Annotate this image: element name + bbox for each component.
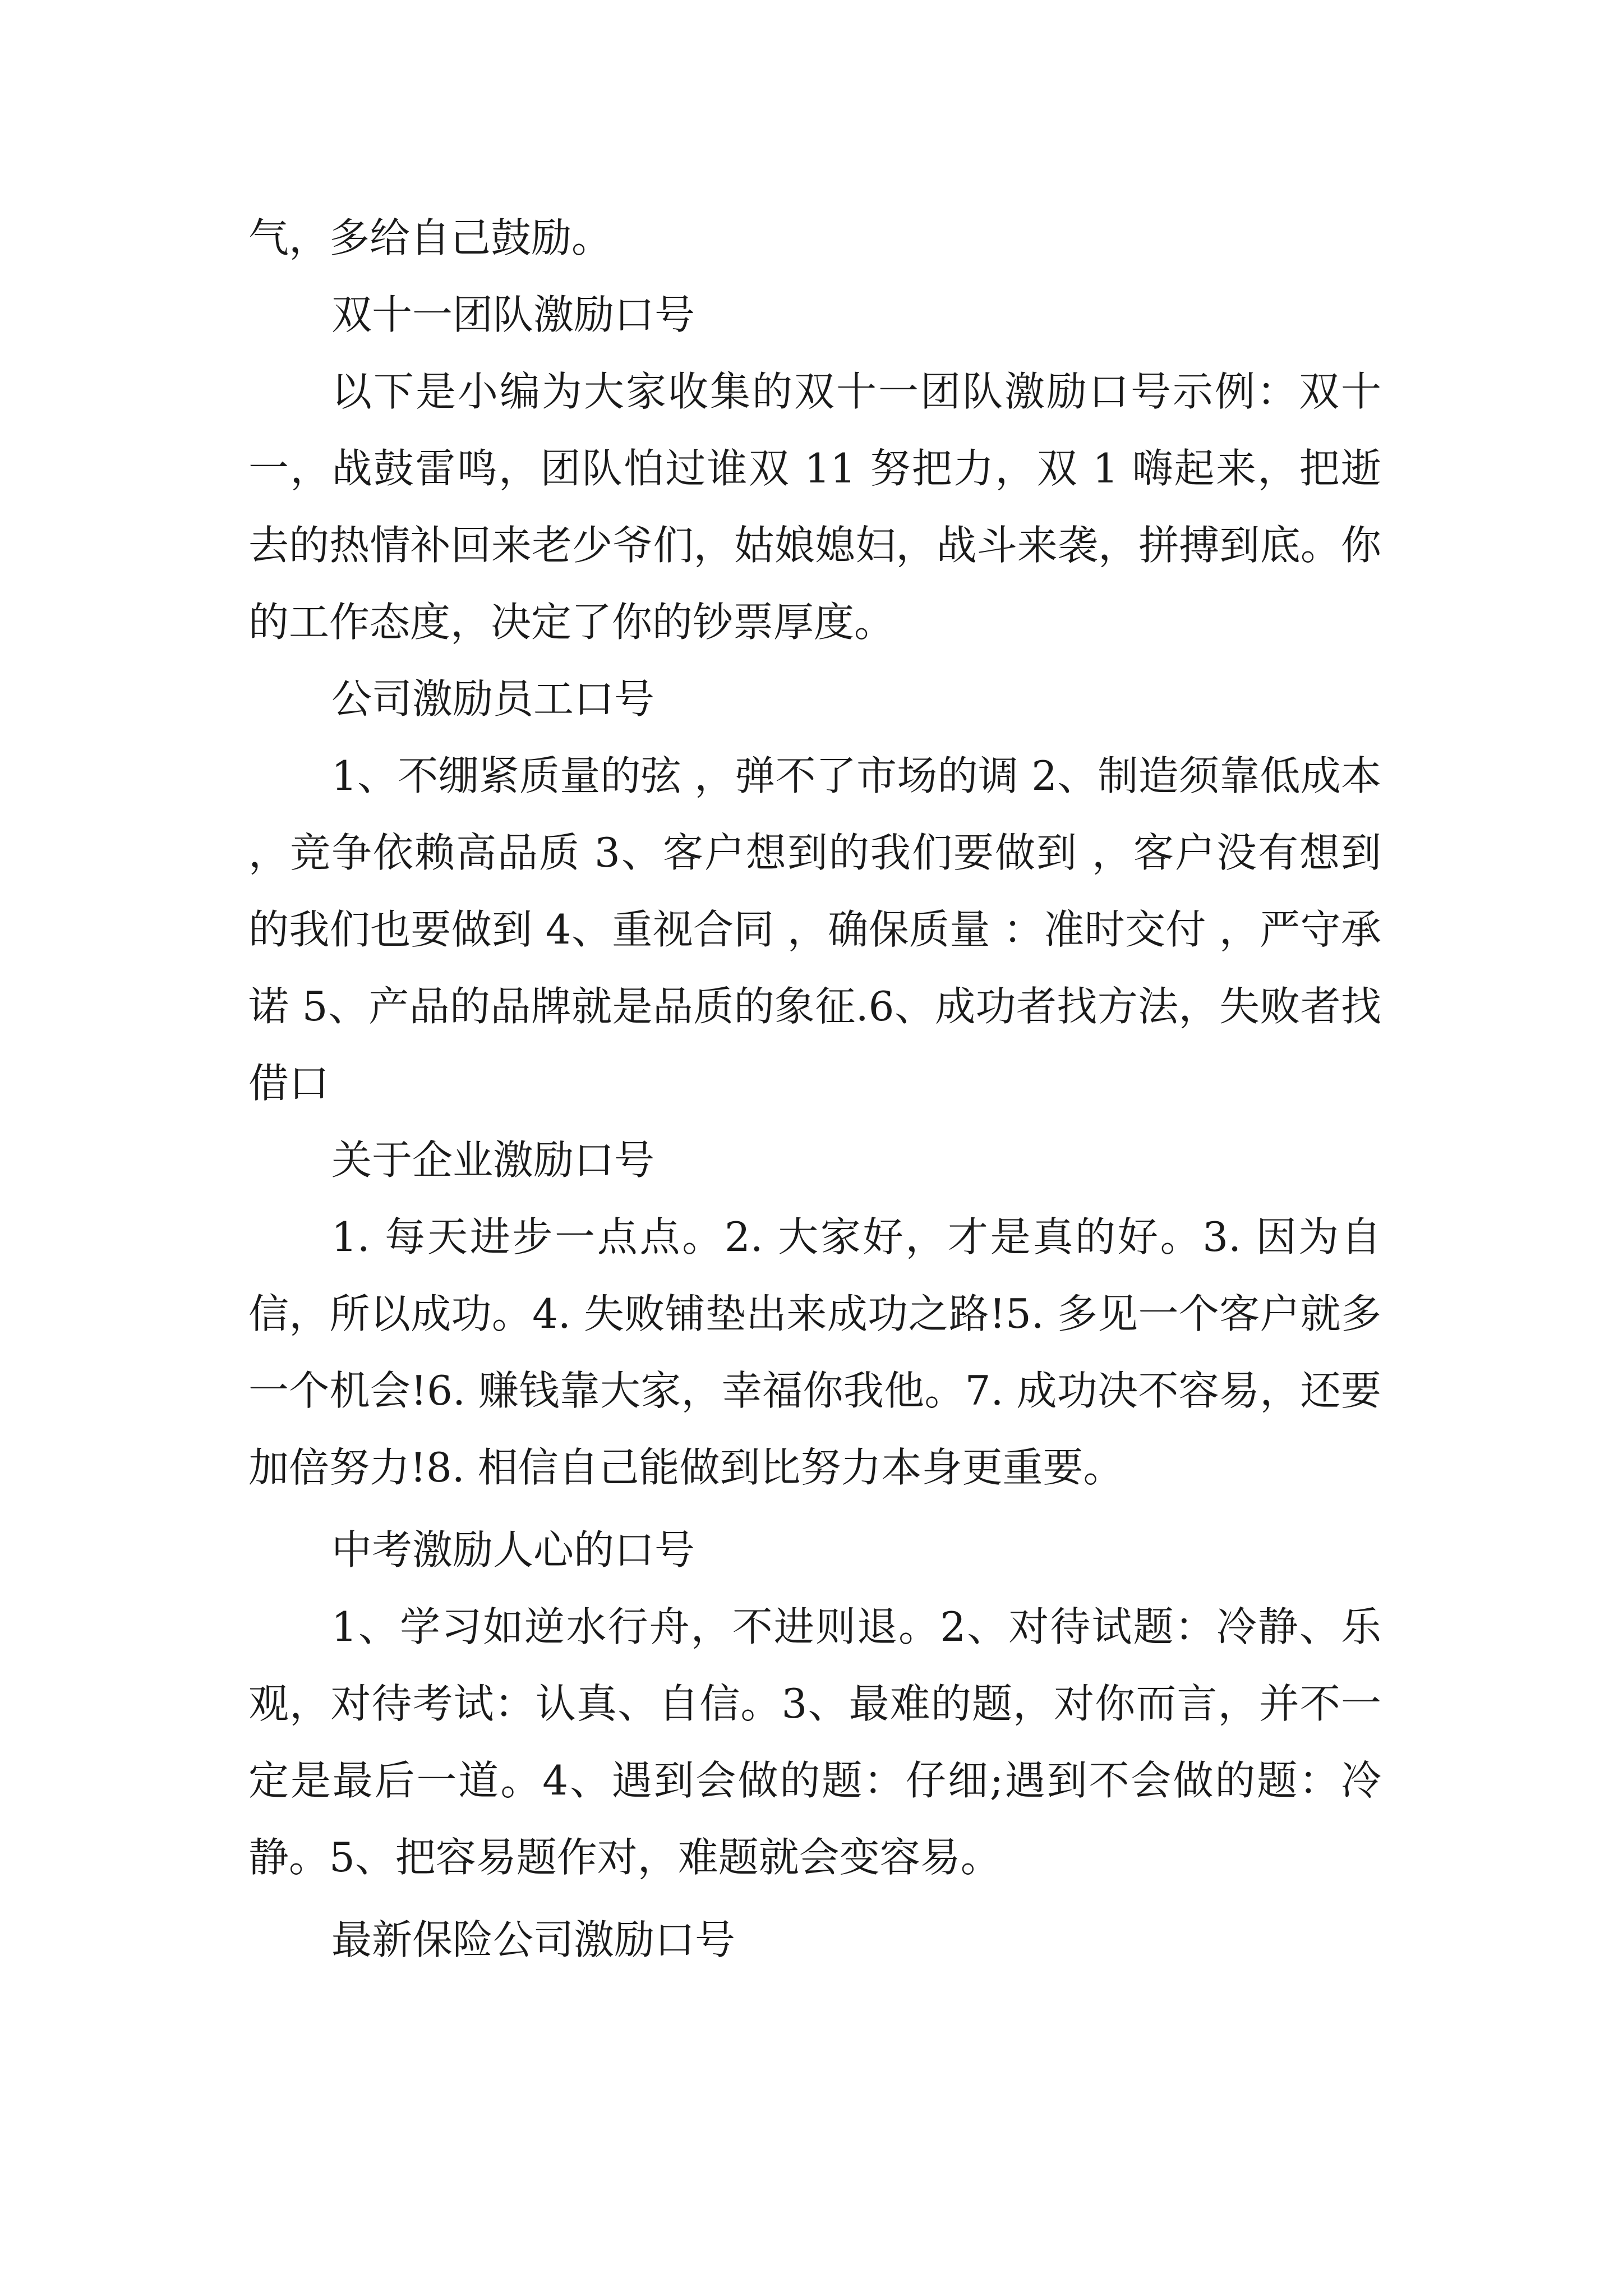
paragraph-double-eleven-slogans: 以下是小编为大家收集的双十一团队激励口号示例：双十一，战鼓雷鸣，团队怕过谁双 11 努把力，双 1 嗨起来，把逝去的热情补回来老少爷们，姑娘媳妇，战斗来袭，拼搏到底。你的工作态度，决定了你的钞票厚度。 [248, 368, 1381, 646]
heading-double-eleven-slogans: 双十一团队激励口号 [331, 291, 695, 338]
document-body [248, 200, 1381, 1978]
heading-insurance-slogans: 最新保险公司激励口号 [331, 1916, 736, 1963]
heading-exam-slogans: 中考激励人心的口号 [331, 1526, 695, 1573]
paragraph-enterprise-slogans: 1. 每天进步一点点。2. 大家好，才是真的好。3. 因为自信，所以成功。4. 失败铺垫出来成功之路!5. 多见一个客户就多一个机会!6. 赚钱靠大家，幸福你我他。7. 成功决不容易，还要加倍努力!8. 相信自己能做到比努力本身更重要。 [248, 1213, 1381, 1491]
paragraph-continuation: 气，多给自己鼓励。 [248, 214, 612, 261]
heading-enterprise-slogans: 关于企业激励口号 [331, 1137, 655, 1184]
paragraph-company-staff-slogans: 1、不绷紧质量的弦 ，弹不了市场的调 2、制造须靠低成本 ，竞争依赖高品质 3、客户想到的我们要做到 ，客户没有想到的我们也要做到 4、重视合同 ，确保质量 ：准时交付 ，严守承诺 5、产品的品牌就是品质的象征.6、成功者找方法，失败者找借口 [248, 752, 1381, 1107]
heading-company-staff-slogans: 公司激励员工口号 [331, 675, 655, 723]
paragraph-exam-slogans: 1、学习如逆水行舟，不进则退。2、对待试题：冷静、乐观，对待考试：认真、自信。3、最难的题，对你而言，并不一定是最后一道。4、遇到会做的题：仔细;遇到不会做的题：冷静。5、把容易题作对，难题就会变容易。 [248, 1603, 1381, 1881]
